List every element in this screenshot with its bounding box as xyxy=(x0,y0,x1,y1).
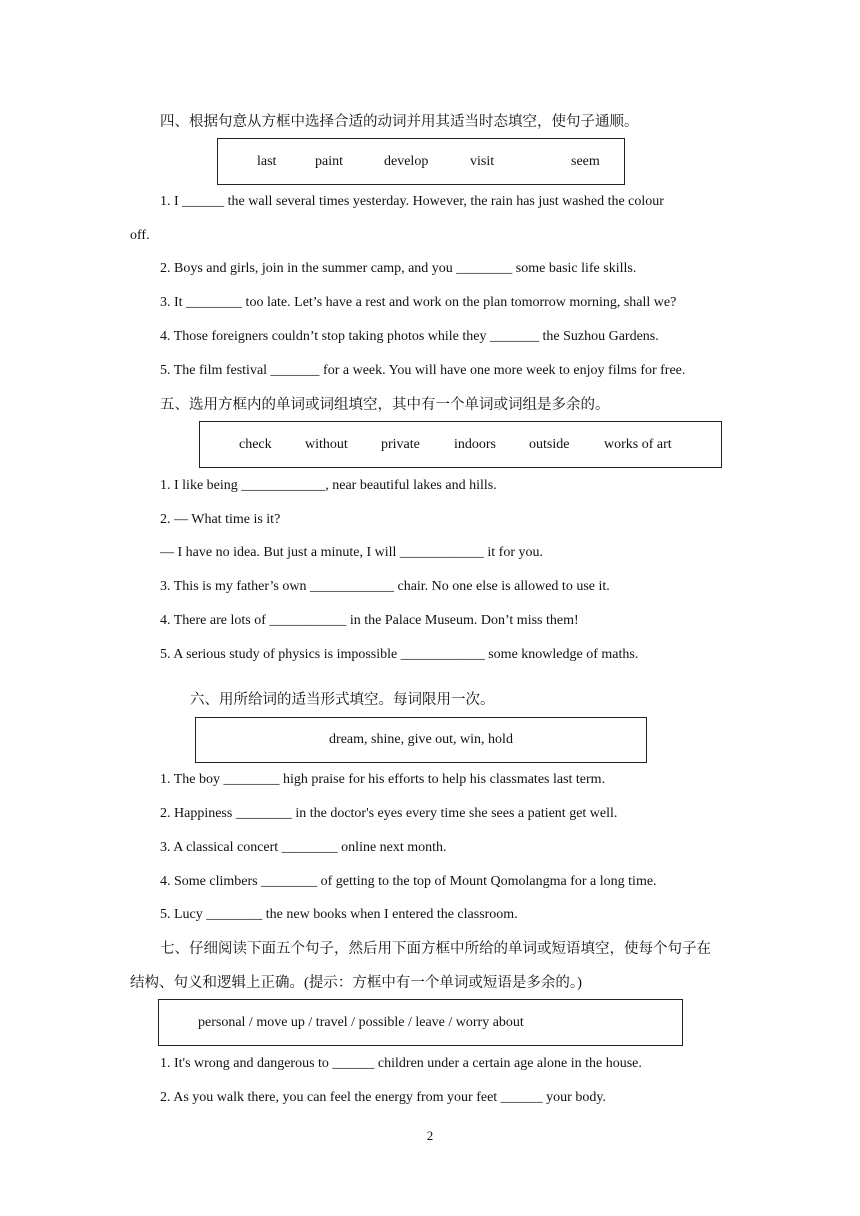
question-item: 4. There are lots of ___________ in the Palace Museum. Don’t miss them! xyxy=(160,613,579,628)
question-item: 4. Some climbers ________ of getting to the top of Mount Qomolangma for a long time. xyxy=(160,874,657,889)
question-item: 2. — What time is it? xyxy=(160,512,281,527)
question-item: 4. Those foreigners couldn’t stop taking photos while they _______ the Suzhou Gardens. xyxy=(160,329,659,344)
section7-heading-continuation: 结构、句义和逻辑上正确。(提示：方框中有一个单词或短语是多余的。) xyxy=(130,975,582,991)
question-item: 3. A classical concert ________ online next month. xyxy=(160,840,447,855)
page-number: 2 xyxy=(426,1128,434,1143)
question-item: 1. I ______ the wall several times yesterday. However, the rain has just washed the colour xyxy=(160,194,664,209)
question-item: 2. Boys and girls, join in the summer camp, and you ________ some basic life skills. xyxy=(160,261,637,276)
word-box-item: outside xyxy=(529,436,570,452)
word-box-item: without xyxy=(305,436,348,452)
question-item: 3. It ________ too late. Let’s have a rest and work on the plan tomorrow morning, shall we? xyxy=(160,295,677,310)
section7-word-box xyxy=(158,999,683,1046)
word-box-item: works of art xyxy=(604,436,672,452)
word-box-item: visit xyxy=(470,153,495,169)
word-box-item: seem xyxy=(571,153,600,169)
question-item: 5. A serious study of physics is impossible ____________ some knowledge of maths. xyxy=(160,647,639,662)
word-box-text: personal / move up / travel / possible / leave / worry about xyxy=(198,1014,524,1030)
word-box-item: indoors xyxy=(454,436,496,452)
question-item-continuation: off. xyxy=(130,228,150,243)
question-item-answer: — I have no idea. But just a minute, I will ____________ it for you. xyxy=(160,545,544,560)
section5-heading: 五、选用方框内的单词或词组填空，其中有一个单词或词组是多余的。 xyxy=(160,397,610,413)
section6-word-box xyxy=(195,717,647,763)
question-item: 5. Lucy ________ the new books when I entered the classroom. xyxy=(160,907,518,922)
question-item: 3. This is my father’s own ____________ chair. No one else is allowed to use it. xyxy=(160,579,610,594)
section4-word-box xyxy=(217,138,625,185)
question-item: 5. The film festival _______ for a week. You will have one more week to enjoy films for free. xyxy=(160,363,686,378)
question-item: 1. The boy ________ high praise for his efforts to help his classmates last term. xyxy=(160,772,606,787)
question-item: 1. It's wrong and dangerous to ______ children under a certain age alone in the house. xyxy=(160,1056,642,1071)
word-box-text: dream, shine, give out, win, hold xyxy=(329,732,513,747)
section6-heading: 六、用所给词的适当形式填空。每词限用一次。 xyxy=(190,692,495,708)
word-box-item: private xyxy=(381,436,420,452)
section5-word-box xyxy=(199,421,722,468)
word-box-item: paint xyxy=(315,153,343,169)
section4-heading: 四、根据句意从方框中选择合适的动词并用其适当时态填空，使句子通顺。 xyxy=(160,114,639,130)
word-box-item: check xyxy=(239,436,272,452)
question-item: 2. As you walk there, you can feel the energy from your feet ______ your body. xyxy=(160,1090,606,1105)
section7-heading: 七、仔细阅读下面五个句子，然后用下面方框中所给的单词或短语填空，使每个句子在 xyxy=(160,941,711,957)
word-box-item: develop xyxy=(384,153,429,169)
word-box-item: last xyxy=(257,153,277,169)
question-item: 2. Happiness ________ in the doctor's eyes every time she sees a patient get well. xyxy=(160,806,618,821)
question-item: 1. I like being ____________, near beautiful lakes and hills. xyxy=(160,478,497,493)
